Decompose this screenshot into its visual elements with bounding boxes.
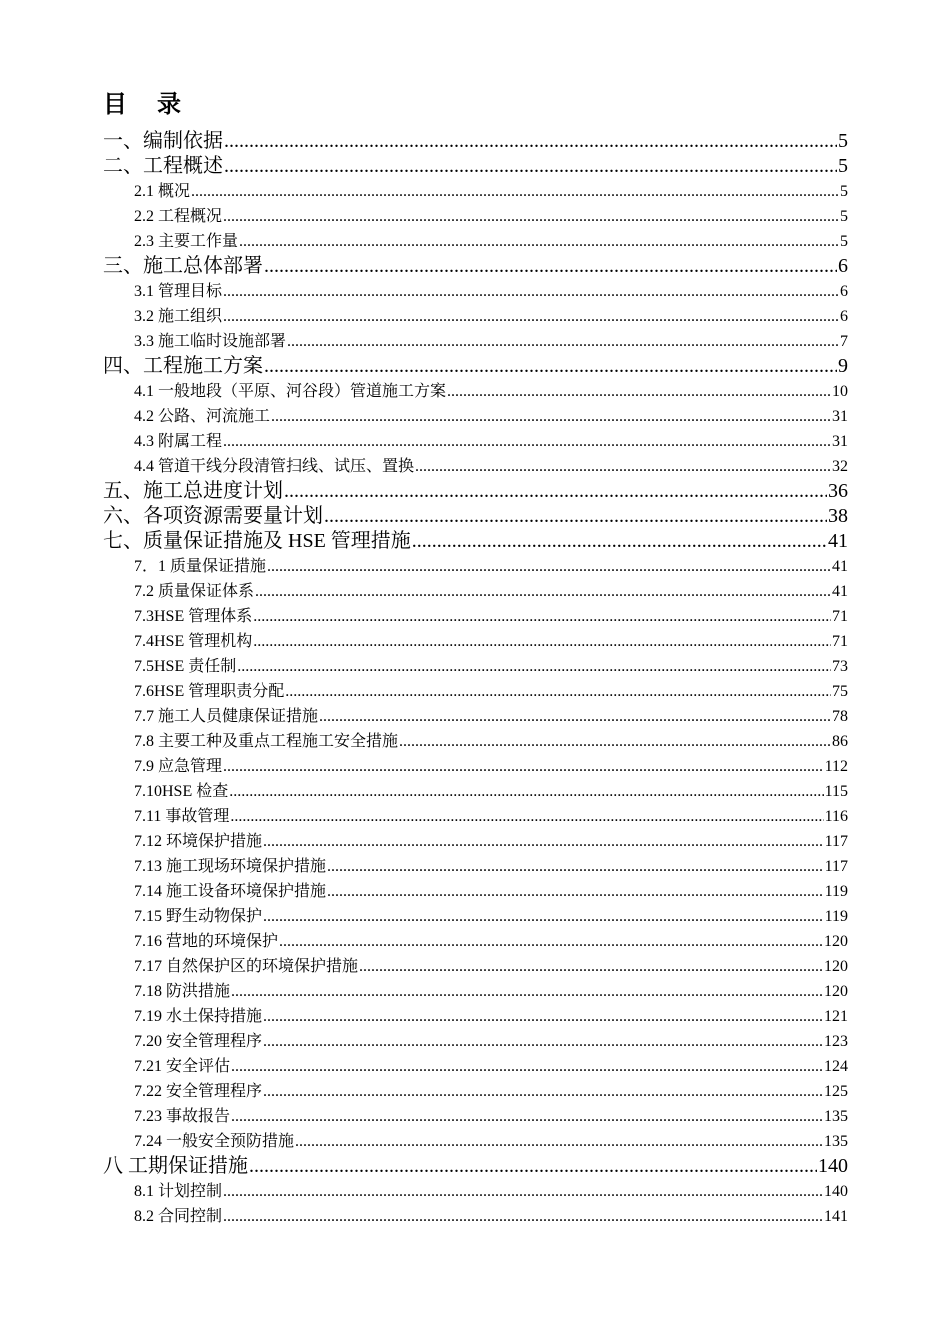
toc-page-number: 125 [824,1083,848,1100]
toc-dot-leader [287,329,839,354]
toc-section-entry[interactable] [103,204,848,229]
toc-page-number: 116 [824,808,848,825]
toc-entry-label: 4.3 附属工程 [134,433,223,450]
toc-dot-leader [223,754,824,779]
toc-dot-leader [412,529,827,554]
toc-entry-label: 7.19 水土保持措施 [134,1008,263,1025]
toc-page-number: 120 [824,933,848,950]
toc-entry-label: 四、工程施工方案 [103,355,263,377]
toc-entry-label: 3.3 施工临时设施部署 [134,333,287,350]
toc-entry-label: 8.2 合同控制 [134,1208,223,1225]
toc-chapter-entry[interactable] [103,479,848,504]
toc-entry-label: 六、各项资源需要量计划 [103,505,323,527]
toc-page-number: 119 [824,883,848,900]
toc-entry-label: 7.21 安全评估 [134,1058,231,1075]
toc-chapter-entry[interactable] [103,529,848,554]
toc-section-entry[interactable] [103,329,848,354]
toc-dot-leader [239,229,839,254]
toc-page-number: 78 [832,708,848,725]
toc-section-entry[interactable] [103,554,848,579]
toc-entry-label: 7.13 施工现场环境保护措施 [134,858,327,875]
toc-page-number: 135 [824,1108,848,1125]
toc-dot-leader [223,1204,823,1229]
toc-dot-leader [223,204,839,229]
toc-dot-leader [231,1054,823,1079]
toc-section-entry[interactable] [103,304,848,329]
toc-entry-label: 7.17 自然保护区的环境保护措施 [134,958,359,975]
toc-page-number: 115 [824,783,848,800]
toc-dot-leader [264,254,837,279]
toc-section-entry[interactable] [103,954,848,979]
toc-entry-label: 7.2 质量保证体系 [134,583,255,600]
toc-page-number: 140 [824,1183,848,1200]
toc-page-number: 10 [832,383,848,400]
toc-page-number: 5 [838,155,848,177]
toc-section-entry[interactable] [103,1079,848,1104]
toc-dot-leader [415,454,831,479]
toc-entry-label: 7.6HSE 管理职责分配 [134,683,285,700]
toc-dot-leader [295,1129,823,1154]
toc-page-number: 71 [832,608,848,625]
toc-section-entry[interactable] [103,979,848,1004]
toc-dot-leader [249,1154,817,1179]
toc-entry-label: 五、施工总进度计划 [103,480,283,502]
toc-section-entry[interactable] [103,929,848,954]
toc-section-entry[interactable] [103,804,848,829]
toc-page-number: 38 [828,505,848,527]
toc-chapter-entry[interactable] [103,154,848,179]
toc-dot-leader [223,279,839,304]
toc-page-number: 9 [838,355,848,377]
toc-page-number: 135 [824,1133,848,1150]
toc-dot-leader [223,429,831,454]
toc-section-entry[interactable] [103,1054,848,1079]
toc-dot-leader [191,179,839,204]
toc-entry-label: 7.9 应急管理 [134,758,223,775]
toc-page-number: 121 [824,1008,848,1025]
toc-entry-label: 7.8 主要工种及重点工程施工安全措施 [134,733,399,750]
toc-section-entry[interactable] [103,429,848,454]
toc-dot-leader [319,704,831,729]
toc-page-number: 119 [824,908,848,925]
toc-page-number: 123 [824,1033,848,1050]
toc-dot-leader [223,1179,823,1204]
toc-dot-leader [231,1104,823,1129]
toc-section-entry[interactable] [103,454,848,479]
toc-page-number: 5 [840,208,848,225]
toc-dot-leader [230,804,823,829]
toc-page-number: 112 [824,758,848,775]
toc-dot-leader [263,1079,823,1104]
toc-page-number: 32 [832,458,848,475]
toc-list [103,129,848,1229]
toc-section-entry[interactable] [103,1129,848,1154]
toc-section-entry[interactable] [103,779,848,804]
toc-page-number: 5 [840,233,848,250]
toc-entry-label: 7.18 防洪措施 [134,983,231,1000]
toc-entry-label: 三、施工总体部署 [103,255,263,277]
toc-page-number: 41 [832,558,848,575]
toc-section-entry[interactable] [103,679,848,704]
toc-dot-leader [237,654,831,679]
toc-page-number: 120 [824,983,848,1000]
toc-chapter-entry[interactable] [103,504,848,529]
toc-entry-label: 3.1 管理目标 [134,283,223,300]
toc-dot-leader [279,929,823,954]
toc-section-entry[interactable] [103,704,848,729]
toc-section-entry[interactable] [103,1029,848,1054]
toc-page-number: 75 [832,683,848,700]
toc-entry-label: 7.7 施工人员健康保证措施 [134,708,319,725]
toc-entry-label: 2.2 工程概况 [134,208,223,225]
toc-entry-label: 7.12 环境保护措施 [134,833,263,850]
toc-dot-leader [231,979,823,1004]
toc-entry-label: 7.10HSE 检查 [134,783,229,800]
toc-page-number: 6 [840,308,848,325]
toc-entry-label: 7.5HSE 责任制 [134,658,237,675]
toc-dot-leader [327,879,824,904]
toc-page-number: 140 [818,1155,848,1177]
toc-section-entry[interactable] [103,404,848,429]
toc-dot-leader [263,829,824,854]
toc-page-number: 141 [824,1208,848,1225]
toc-dot-leader [271,404,831,429]
toc-page-number: 36 [828,480,848,502]
toc-chapter-entry[interactable] [103,1154,848,1179]
toc-page-number: 86 [832,733,848,750]
toc-section-entry[interactable] [103,579,848,604]
toc-dot-leader [263,1004,823,1029]
toc-page-number: 41 [832,583,848,600]
toc-dot-leader [224,154,837,179]
toc-dot-leader [253,604,831,629]
toc-dot-leader [267,554,831,579]
toc-entry-label: 4.4 管道干线分段清管扫线、试压、置换 [134,458,415,475]
toc-dot-leader [253,629,831,654]
toc-entry-label: 7.20 安全管理程序 [134,1033,263,1050]
toc-section-entry[interactable] [103,854,848,879]
toc-entry-label: 7.23 事故报告 [134,1108,231,1125]
toc-entry-label: 2.3 主要工作量 [134,233,239,250]
toc-dot-leader [327,854,824,879]
toc-dot-leader [263,1029,823,1054]
toc-entry-label: 7.15 野生动物保护 [134,908,263,925]
toc-page-number: 120 [824,958,848,975]
toc-entry-label: 4.1 一般地段（平原、河谷段）管道施工方案 [134,383,447,400]
toc-dot-leader [359,954,823,979]
toc-entry-label: 七、质量保证措施及 HSE 管理措施 [103,530,411,552]
toc-page-number: 71 [832,633,848,650]
toc-section-entry[interactable] [103,654,848,679]
toc-dot-leader [229,779,823,804]
toc-entry-label: 二、工程概述 [103,155,223,177]
toc-section-entry[interactable] [103,229,848,254]
toc-dot-leader [324,504,827,529]
toc-dot-leader [399,729,831,754]
toc-dot-leader [263,904,824,929]
toc-entry-label: 7.16 营地的环境保护 [134,933,279,950]
toc-page-number: 117 [824,833,848,850]
toc-entry-label: 7.3HSE 管理体系 [134,608,253,625]
toc-page-number: 6 [840,283,848,300]
toc-chapter-entry[interactable] [103,129,848,154]
toc-section-entry[interactable] [103,729,848,754]
toc-chapter-entry[interactable] [103,254,848,279]
toc-section-entry[interactable] [103,1179,848,1204]
toc-title: 目 录 [103,92,193,118]
toc-page-number: 124 [824,1058,848,1075]
toc-entry-label: 2.1 概况 [134,183,191,200]
toc-entry-label: 7.4HSE 管理机构 [134,633,253,650]
toc-page-number: 73 [832,658,848,675]
toc-dot-leader [224,129,837,154]
toc-section-entry[interactable] [103,379,848,404]
toc-page-number: 31 [832,408,848,425]
toc-section-entry[interactable] [103,179,848,204]
toc-dot-leader [255,579,831,604]
toc-dot-leader [285,679,831,704]
toc-section-entry[interactable] [103,1104,848,1129]
toc-page-number: 5 [838,130,848,152]
toc-page-number: 6 [838,255,848,277]
toc-section-entry[interactable] [103,754,848,779]
toc-entry-label: 八 工期保证措施 [103,1155,248,1177]
toc-section-entry[interactable] [103,1204,848,1229]
toc-page-number: 7 [840,333,848,350]
toc-section-entry[interactable] [103,829,848,854]
toc-chapter-entry[interactable] [103,354,848,379]
toc-entry-label: 7.22 安全管理程序 [134,1083,263,1100]
toc-section-entry[interactable] [103,904,848,929]
toc-entry-label: 一、编制依据 [103,130,223,152]
toc-section-entry[interactable] [103,1004,848,1029]
toc-entry-label: 7.14 施工设备环境保护措施 [134,883,327,900]
toc-entry-label: 7.24 一般安全预防措施 [134,1133,295,1150]
toc-entry-label: 8.1 计划控制 [134,1183,223,1200]
toc-dot-leader [264,354,837,379]
toc-entry-label: 4.2 公路、河流施工 [134,408,271,425]
toc-section-entry[interactable] [103,279,848,304]
toc-page-number: 117 [824,858,848,875]
toc-section-entry[interactable] [103,604,848,629]
toc-dot-leader [284,479,827,504]
toc-entry-label: 7．1 质量保证措施 [134,558,267,575]
toc-dot-leader [447,379,831,404]
toc-entry-label: 3.2 施工组织 [134,308,223,325]
toc-page-number: 41 [828,530,848,552]
toc-page-number: 31 [832,433,848,450]
toc-section-entry[interactable] [103,629,848,654]
toc-dot-leader [223,304,839,329]
toc-section-entry[interactable] [103,879,848,904]
toc-page-number: 5 [840,183,848,200]
toc-entry-label: 7.11 事故管理 [134,808,230,825]
